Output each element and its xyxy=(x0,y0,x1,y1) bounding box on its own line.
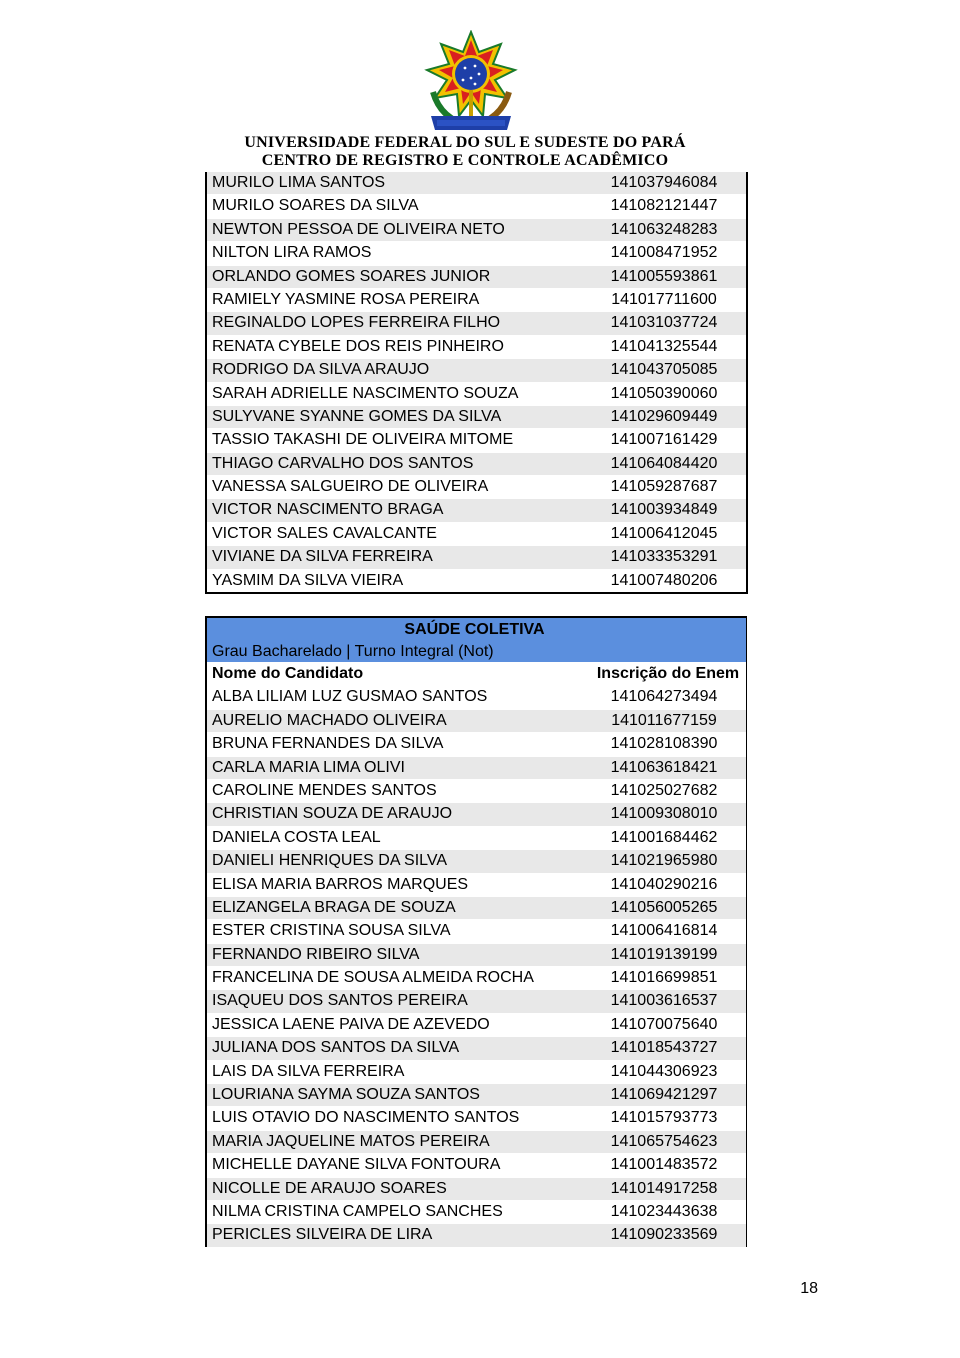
candidate-name: RODRIGO DA SILVA ARAUJO xyxy=(212,361,430,379)
department-title: CENTRO DE REGISTRO E CONTROLE ACADÊMICO xyxy=(261,152,669,169)
table-row xyxy=(207,827,746,850)
candidate-name: ELISA MARIA BARROS MARQUES xyxy=(212,875,469,893)
table-row xyxy=(207,967,746,990)
enem-registration: 141059287687 xyxy=(610,478,718,496)
enem-registration: 141001684462 xyxy=(610,828,718,846)
enem-registration: 141070075640 xyxy=(610,1015,718,1033)
enem-registration: 141021965980 xyxy=(610,852,718,870)
candidate-name: RAMIELY YASMINE ROSA PEREIRA xyxy=(212,290,480,308)
table-row xyxy=(207,195,746,218)
candidate-name: LAIS DA SILVA FERREIRA xyxy=(212,1062,405,1080)
candidate-name: LOURIANA SAYMA SOUZA SANTOS xyxy=(212,1086,480,1104)
enem-registration: 141025027682 xyxy=(610,781,718,799)
candidate-name: CAROLINE MENDES SANTOS xyxy=(212,781,437,799)
table-row xyxy=(207,406,746,429)
candidate-name: DANIELI HENRIQUES DA SILVA xyxy=(212,852,448,870)
candidate-name: VIVIANE DA SILVA FERREIRA xyxy=(212,548,433,566)
enem-registration: 141069421297 xyxy=(610,1086,718,1104)
enem-registration: 141031037724 xyxy=(610,314,718,332)
enem-registration: 141014917258 xyxy=(610,1179,718,1197)
table-row xyxy=(207,289,746,312)
table-row xyxy=(207,850,746,873)
enem-registration: 141050390060 xyxy=(610,384,718,402)
enem-registration: 141037946084 xyxy=(610,174,718,191)
table-row xyxy=(207,219,746,242)
enem-registration: 141003616537 xyxy=(610,992,718,1010)
table-row xyxy=(207,1178,746,1201)
table-row xyxy=(207,172,746,195)
enem-registration: 141008471952 xyxy=(610,244,718,262)
enem-registration: 141063618421 xyxy=(610,758,718,776)
page-number: 18 xyxy=(800,1280,818,1297)
course-caption xyxy=(207,618,746,663)
candidate-name: VANESSA SALGUEIRO DE OLIVEIRA xyxy=(212,478,489,496)
candidate-name: THIAGO CARVALHO DOS SANTOS xyxy=(212,454,474,472)
enem-registration: 141006412045 xyxy=(610,524,718,542)
enem-registration: 141009308010 xyxy=(610,805,718,823)
table-row xyxy=(207,1037,746,1060)
candidate-name: AURELIO MACHADO OLIVEIRA xyxy=(212,711,447,729)
candidate-name: CHRISTIAN SOUZA DE ARAUJO xyxy=(212,805,453,823)
table-row xyxy=(207,803,746,826)
candidate-name: BRUNA FERNANDES DA SILVA xyxy=(212,735,444,753)
enem-registration: 141018543727 xyxy=(610,1039,718,1057)
table-row xyxy=(207,266,746,289)
candidate-name: NEWTON PESSOA DE OLIVEIRA NETO xyxy=(212,220,505,238)
candidate-name: ISAQUEU DOS SANTOS PEREIRA xyxy=(212,992,468,1010)
table-row xyxy=(207,523,746,546)
candidate-name: ORLANDO GOMES SOARES JUNIOR xyxy=(212,267,491,285)
candidate-name: TASSIO TAKASHI DE OLIVEIRA MITOME xyxy=(212,431,514,449)
enem-registration: 141090233569 xyxy=(610,1226,718,1244)
candidate-name: DANIELA COSTA LEAL xyxy=(212,828,381,846)
candidate-name: CARLA MARIA LIMA OLIVI xyxy=(212,758,405,776)
table-row xyxy=(207,429,746,452)
enem-registration: 141056005265 xyxy=(610,898,718,916)
table-row xyxy=(207,990,746,1013)
enem-registration: 141065754623 xyxy=(610,1132,718,1150)
candidate-name: JULIANA DOS SANTOS DA SILVA xyxy=(212,1039,460,1057)
candidate-name: ELIZANGELA BRAGA DE SOUZA xyxy=(212,898,456,916)
candidate-name: FRANCELINA DE SOUSA ALMEIDA ROCHA xyxy=(212,969,534,987)
enem-registration: 141007480206 xyxy=(610,571,718,589)
enem-registration: 141003934849 xyxy=(610,501,718,519)
table-row xyxy=(207,944,746,967)
table-row xyxy=(207,359,746,382)
table-row xyxy=(207,312,746,335)
table-row xyxy=(207,780,746,803)
candidate-name: VICTOR SALES CAVALCANTE xyxy=(212,524,437,542)
candidate-name: LUIS OTAVIO DO NASCIMENTO SANTOS xyxy=(212,1109,520,1127)
table-row xyxy=(207,920,746,943)
institution-title: UNIVERSIDADE FEDERAL DO SUL E SUDESTE DO PARÁ xyxy=(244,134,686,151)
candidate-name: VICTOR NASCIMENTO BRAGA xyxy=(212,501,444,519)
enem-registration: 141040290216 xyxy=(610,875,718,893)
candidates-table-continued xyxy=(205,172,748,594)
table-row xyxy=(207,757,746,780)
saude-coletiva-table xyxy=(205,616,747,1247)
table-row xyxy=(207,570,746,592)
candidate-name: SARAH ADRIELLE NASCIMENTO SOUZA xyxy=(212,384,519,402)
enem-registration: 141064273494 xyxy=(610,688,718,706)
enem-registration: 141029609449 xyxy=(610,407,718,425)
table-row xyxy=(207,710,746,733)
column-header-name: Nome do Candidato xyxy=(212,665,364,682)
table-row xyxy=(207,1154,746,1177)
table-row xyxy=(207,874,746,897)
enem-registration: 141082121447 xyxy=(610,197,718,215)
candidate-name: NILMA CRISTINA CAMPELO SANCHES xyxy=(212,1202,503,1220)
enem-registration: 141011677159 xyxy=(611,711,717,729)
column-header-row xyxy=(207,663,746,686)
candidate-name: RENATA CYBELE DOS REIS PINHEIRO xyxy=(212,337,504,355)
table-row xyxy=(207,733,746,756)
table-row xyxy=(207,897,746,920)
enem-registration: 141043705085 xyxy=(610,361,718,379)
enem-registration: 141005593861 xyxy=(610,267,718,285)
table-row xyxy=(207,1061,746,1084)
table-row xyxy=(207,242,746,265)
enem-registration: 141041325544 xyxy=(610,337,718,355)
table-row xyxy=(207,336,746,359)
table-row xyxy=(207,1014,746,1037)
candidate-name: JESSICA LAENE PAIVA DE AZEVEDO xyxy=(212,1015,490,1033)
table-row xyxy=(207,1131,746,1154)
table-row xyxy=(207,453,746,476)
enem-registration: 141028108390 xyxy=(610,735,718,753)
enem-registration: 141064084420 xyxy=(610,454,718,472)
enem-registration: 141015793773 xyxy=(610,1109,718,1127)
table-row xyxy=(207,1084,746,1107)
candidate-name: NILTON LIRA RAMOS xyxy=(212,244,372,262)
candidate-name: ALBA LILIAM LUZ GUSMAO SANTOS xyxy=(212,688,488,706)
enem-registration: 141017711600 xyxy=(611,290,717,308)
enem-registration: 141019139199 xyxy=(610,945,718,963)
table-row xyxy=(207,686,746,709)
table-row xyxy=(207,499,746,522)
candidate-name: REGINALDO LOPES FERREIRA FILHO xyxy=(212,314,501,332)
course-subtitle: Grau Bacharelado | Turno Integral (Not) xyxy=(212,643,494,660)
candidate-name: FERNANDO RIBEIRO SILVA xyxy=(212,945,420,963)
enem-registration: 141023443638 xyxy=(610,1202,718,1220)
table-row xyxy=(207,1224,746,1246)
table-row xyxy=(207,383,746,406)
candidate-name: NICOLLE DE ARAUJO SOARES xyxy=(212,1179,447,1197)
national-emblem-icon xyxy=(423,30,519,134)
table-row xyxy=(207,546,746,569)
candidate-name: PERICLES SILVEIRA DE LIRA xyxy=(212,1226,433,1244)
column-header-enem: Inscrição do Enem xyxy=(596,665,740,682)
candidate-name: MARIA JAQUELINE MATOS PEREIRA xyxy=(212,1132,490,1150)
enem-registration: 141006416814 xyxy=(610,922,718,940)
candidate-name: YASMIM DA SILVA VIEIRA xyxy=(212,571,404,589)
table-row xyxy=(207,1107,746,1130)
candidate-name: MURILO SOARES DA SILVA xyxy=(212,197,419,215)
enem-registration: 141007161429 xyxy=(610,431,718,449)
enem-registration: 141033353291 xyxy=(610,548,718,566)
table-row xyxy=(207,476,746,499)
candidate-name: SULYVANE SYANNE GOMES DA SILVA xyxy=(212,407,502,425)
enem-registration: 141001483572 xyxy=(610,1156,718,1174)
course-title: SAÚDE COLETIVA xyxy=(404,621,545,638)
enem-registration: 141044306923 xyxy=(610,1062,718,1080)
enem-registration: 141063248283 xyxy=(610,220,718,238)
table-row xyxy=(207,1201,746,1224)
candidate-name: MURILO LIMA SANTOS xyxy=(212,174,386,191)
candidate-name: ESTER CRISTINA SOUSA SILVA xyxy=(212,922,451,940)
candidate-name: MICHELLE DAYANE SILVA FONTOURA xyxy=(212,1156,501,1174)
enem-registration: 141016699851 xyxy=(610,969,718,987)
